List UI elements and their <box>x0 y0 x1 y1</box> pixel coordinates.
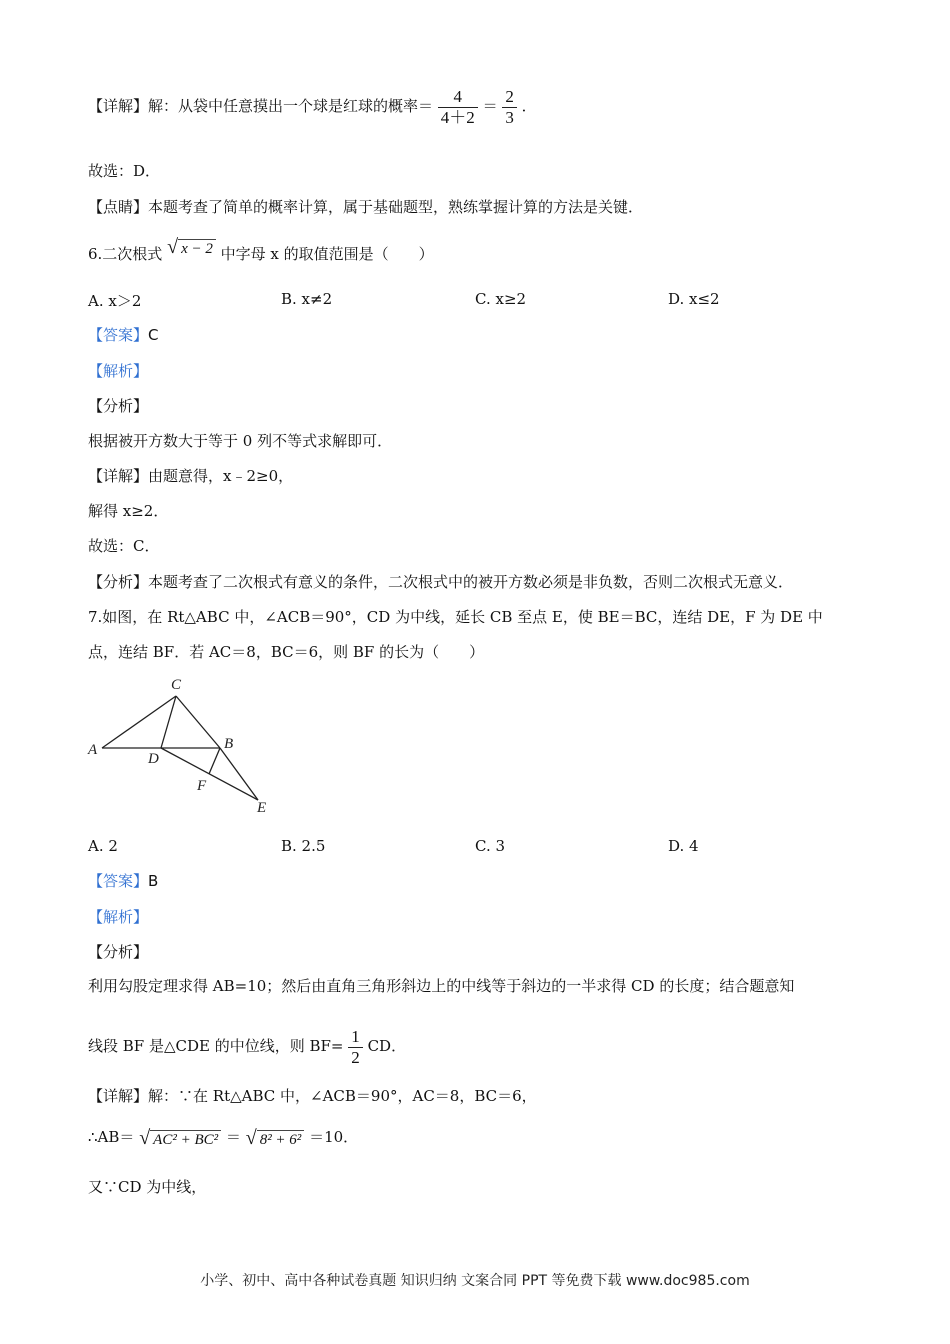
q5-detail-line <box>88 86 537 128</box>
q6-radical: √ x − 2 <box>167 236 216 258</box>
segment-be <box>220 748 258 800</box>
q5-frac2-numerator: 2 <box>505 86 514 106</box>
q7-analysis-tag: 【解析】 <box>88 908 149 926</box>
label-e: E <box>257 800 267 816</box>
q7-ab-line <box>88 1122 358 1152</box>
q7-fenxi-line1: 利用勾股定理求得 AB=10；然后由直角三角形斜边上的中线等于斜边的一半求得 CD 的长度；结合题意知 <box>88 977 795 995</box>
q7-fenxi-line2-prefix: 线段 BF 是△CDE 的中位线，则 BF= <box>88 1037 344 1055</box>
page-footer: 小学、初中、高中各种试卷真题 知识归纳 文案合同 PPT 等免费下载 www.doc985.com <box>200 1273 750 1289</box>
q6-answer-value: C <box>148 326 159 344</box>
q7-ab-prefix: ∴AB＝ <box>88 1128 135 1146</box>
q6-stem <box>88 236 434 269</box>
q6-detail: 【详解】由题意得，x﹣2≥0， <box>88 467 294 485</box>
q7-option-b: B. 2.5 <box>281 837 326 855</box>
q5-choose: 故选：D． <box>88 162 161 180</box>
q7-stem-line1: 7.如图，在 Rt△ABC 中，∠ACB＝90°，CD 为中线，延长 CB 至点 E，使 BE＝BC，连结 DE，F 为 DE 中 <box>88 608 823 626</box>
q5-detail-text: 【详解】解：从袋中任意摸出一个球是红球的概率＝ <box>88 97 434 115</box>
segment-cb <box>176 696 220 748</box>
q5-frac1-denominator: 4＋2 <box>440 107 475 127</box>
q6-choose: 故选：C． <box>88 537 160 555</box>
q5-fraction-2 <box>502 87 517 128</box>
q6-option-d: D. x≤2 <box>668 290 720 308</box>
segment-bf <box>209 748 220 774</box>
q5-equals: ＝ <box>482 97 498 115</box>
q6-fenxi-tag: 【分析】 <box>88 397 149 415</box>
q5-comment: 【点睛】本题考查了简单的概率计算，属于基础题型，熟练掌握计算的方法是关键． <box>88 198 644 216</box>
q7-option-d: D. 4 <box>668 837 699 855</box>
q7-fenxi-line2 <box>88 1026 406 1068</box>
q7-option-a: A. 2 <box>88 837 118 855</box>
segment-ac <box>102 696 176 748</box>
q6-option-c: C. x≥2 <box>475 290 527 308</box>
q7-option-c: C. 3 <box>475 837 506 855</box>
q5-frac2-denominator: 3 <box>505 107 514 127</box>
q7-fenxi-line2-suffix: CD． <box>367 1037 407 1055</box>
label-a: A <box>88 742 98 758</box>
q6-comment: 【分析】本题考查了二次根式有意义的条件，二次根式中的被开方数必须是非负数，否则二次根式无意义． <box>88 573 794 591</box>
q6-solve: 解得 x≥2． <box>88 502 169 520</box>
q7-half-numerator: 1 <box>351 1026 360 1046</box>
q7-half-denominator: 2 <box>351 1047 360 1067</box>
label-c: C <box>171 677 182 693</box>
label-b: B <box>224 736 234 752</box>
label-f: F <box>197 778 207 794</box>
q7-answer-value: B <box>148 872 159 890</box>
q7-half-fraction <box>348 1027 363 1068</box>
q6-stem-suffix: 中字母 x 的取值范围是（ ） <box>220 245 434 263</box>
q6-analysis-tag: 【解析】 <box>88 362 149 380</box>
q5-frac1-numerator: 4 <box>453 86 463 106</box>
q5-fraction-1 <box>438 87 478 128</box>
q6-option-a: A. x＞2 <box>88 292 142 310</box>
q7-radicand-2: 8² + 6² <box>257 1130 305 1149</box>
q6-answer-tag: 【答案】 <box>88 326 149 344</box>
q7-triangle-figure <box>80 670 280 820</box>
q7-equals: ＝ <box>225 1128 241 1146</box>
segment-cd <box>161 696 176 748</box>
q7-answer-tag: 【答案】 <box>88 872 149 890</box>
q7-radicand-1: AC² + BC² <box>150 1130 221 1149</box>
q7-answer <box>88 871 158 891</box>
q7-fenxi-tag: 【分析】 <box>88 943 149 961</box>
q7-detail: 【详解】解：∵在 Rt△ABC 中，∠ACB＝90°，AC＝8，BC＝6， <box>88 1087 537 1105</box>
q7-radical-2: √ 8² + 6² <box>246 1127 305 1149</box>
q5-end-mark: ． <box>521 97 537 115</box>
q6-option-b: B. x≠2 <box>281 290 333 308</box>
q7-cd-line: 又∵CD 为中线， <box>88 1178 207 1196</box>
q6-fenxi: 根据被开方数大于等于 0 列不等式求解即可． <box>88 432 393 450</box>
q7-radical-1: √ AC² + BC² <box>139 1127 221 1149</box>
q7-ab-suffix: ＝10． <box>309 1128 359 1146</box>
q6-stem-prefix: 6.二次根式 <box>88 245 163 263</box>
label-d: D <box>148 751 159 767</box>
q6-radicand: x − 2 <box>178 239 216 258</box>
q6-answer <box>88 325 159 345</box>
q7-stem-line2: 点，连结 BF．若 AC＝8，BC＝6，则 BF 的长为（ ） <box>88 643 485 661</box>
